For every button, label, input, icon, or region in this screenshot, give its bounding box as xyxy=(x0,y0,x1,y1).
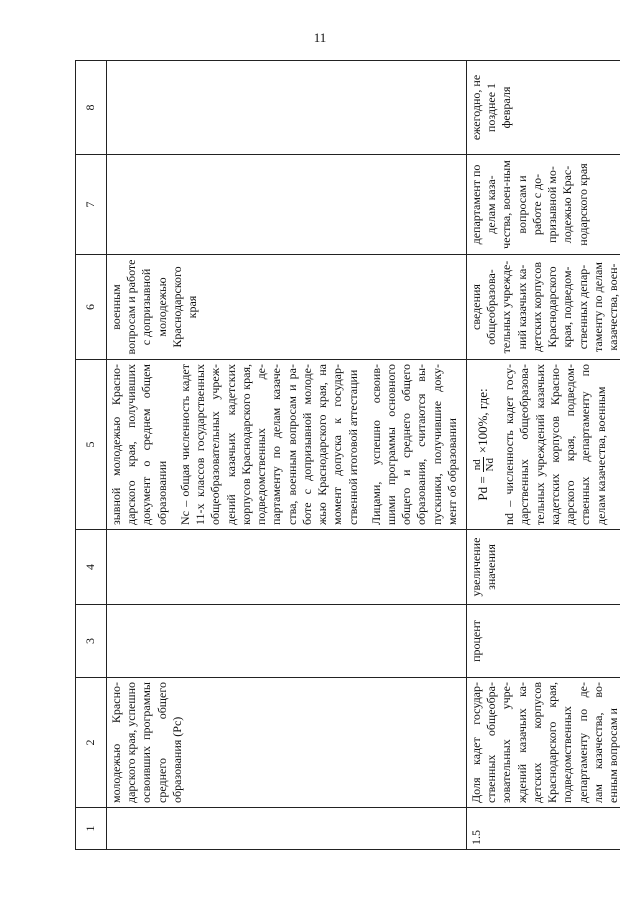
header-cell-3: 3 xyxy=(76,605,106,678)
formula-lhs: Pd = xyxy=(475,476,491,501)
trend-cell: увеличение значения xyxy=(467,530,620,605)
row-number-cell: 1.5 xyxy=(467,808,620,850)
method-paragraph-1: зывной молодежью Красно-дарского края, получивших документ о среднем общем образовании xyxy=(109,364,169,525)
responsible-cell: департамент по делам каза-чества, воен-ным вопросам и работе с до-призывной мо-лодежью Крас-нодарского края xyxy=(467,155,620,255)
indicator-name-cell: Доля кадет государ-ственных общеобра-зовательных учре-ждений казачьих ка-детских корпусов Краснодарского края, подведомственных департаменту по де-лам казачества, во-енным вопросам и xyxy=(467,678,620,808)
header-cell-2: 2 xyxy=(76,678,106,808)
header-cell-6: 6 xyxy=(76,255,106,360)
header-cell-5: 5 xyxy=(76,360,106,530)
method-paragraph-3: Лицами, успешно освоив-шими программы основного общего и среднего общего образования, считаются вы-пускники, получившие доку-мент об образовании xyxy=(368,364,459,525)
unit-cell xyxy=(107,605,466,678)
source-cell: военным вопросам и работе с допризывной молодежью Краснодарского края xyxy=(107,255,466,360)
rotated-table-sheet xyxy=(75,60,620,850)
method-cell xyxy=(467,360,620,530)
header-cell-1: 1 xyxy=(76,808,106,850)
formula-numerator: nd xyxy=(471,459,483,471)
header-cell-7: 7 xyxy=(76,155,106,255)
formula-denominator: Nd xyxy=(484,458,497,472)
trend-cell xyxy=(107,530,466,605)
table-header-row xyxy=(75,60,107,850)
page-number: 11 xyxy=(313,30,327,45)
header-cell-4: 4 xyxy=(76,530,106,605)
responsible-cell xyxy=(107,155,466,255)
formula-rhs: ×100%, где: xyxy=(475,388,491,454)
formula-fraction xyxy=(471,457,496,472)
method-paragraph-2: Nc – общая численность кадет 11-х классов государственных общеобразовательных учреж-дений казачьих кадетских корпусов Краснодарского края, подведомственных де-партаменту по делам казаче-ства, военным вопросам и ра-боте с допризывной молоде-жью Краснодарского края, на момент допуска к государ-ственной итоговой аттестации xyxy=(177,364,360,525)
method-text: nd – численность кадет госу-дарственных общеобразова-тельных учреждений казачьих кадетских корпусов Красно-дарского края, подведом-ственных департаменту по делам казачества, военным xyxy=(502,364,608,525)
indicator-name-cell: молодежью Красно-дарского края, успешно освоивших программы среднего общего образования (Pc) xyxy=(107,678,466,808)
header-cell-8: 8 xyxy=(76,60,106,155)
table-row-continued xyxy=(107,60,467,850)
table-row-1-5 xyxy=(467,60,620,850)
indicator-table xyxy=(75,60,620,850)
formula xyxy=(471,364,496,525)
method-cell xyxy=(107,360,466,530)
deadline-cell: ежегодно, не позднее 1 февраля xyxy=(467,60,620,155)
deadline-cell xyxy=(107,60,466,155)
row-number-cell xyxy=(107,808,466,850)
source-cell: сведения общеобразова-тельных учрежде-ний казачьих ка-детских корпусов Краснодарского края, подведом-ственных депар-таменту по делам казачества, воен- xyxy=(467,255,620,360)
unit-cell: процент xyxy=(467,605,620,678)
